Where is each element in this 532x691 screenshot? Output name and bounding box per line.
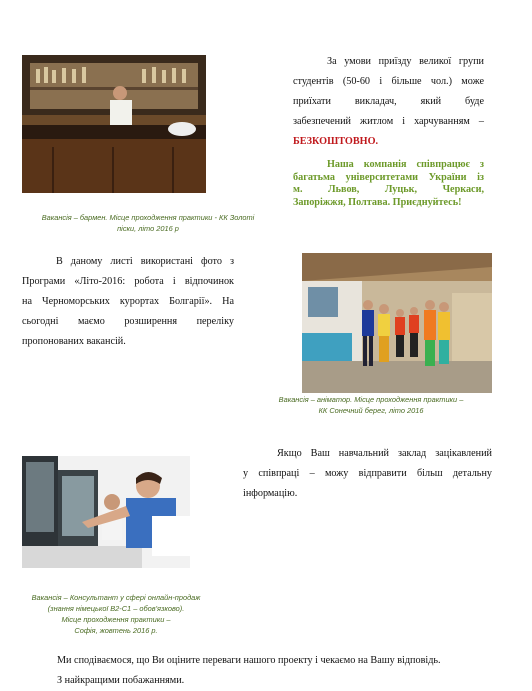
cooperation-text: Якщо Ваш навчальний заклад зацікавлений у співпраці – можу відправити більш детальну інформацію. — [243, 448, 492, 499]
program-text: В даному листі використані фото з Програми «Літо-2016: робота і відпочинок на Черноморських курортах Болгарії». На сьогодні маємо розширення переліку пропонованих вакансій. — [22, 256, 234, 347]
free-highlight: БЕЗКОШТОВНО. — [293, 136, 379, 147]
partner-universities-text: Наша компанія співпрацює з багатьма університетами України із м. Львов, Луцьк, Черкаси, Запоріжжя, Полтава. Приєднуйтесь! — [293, 159, 484, 208]
group-travel-text: За умови приїзду великої групи студентів (50-60 і більше чол.) може приїхати викладач, який буде забезпечений житлом і харчуванням – БЕЗКОШТОВНО. — [293, 52, 484, 152]
closing-text — [57, 651, 517, 691]
closing-line-2: З найкращими побажаннями. — [57, 675, 185, 686]
caption-animator: Вакансія – аніматор. Місце проходження практики – КК Сонечний берег, літо 2016 — [278, 395, 464, 415]
caption-bartender: Вакансія – бармен. Місце проходження практики - КК Золоті піски, літо 2016 р — [41, 213, 255, 233]
closing-line-1: Ми сподіваємося, що Ви оціните переваги нашого проекту і чекаємо на Вашу відповідь. — [57, 655, 441, 666]
animators-photo — [302, 253, 492, 393]
caption-online-sales: Вакансія – Консультант у сфері онлайн-продаж (знання німецької В2-С1 – обов'язково). Місце проходження практики – Софія, жовтень 2016 р. — [31, 593, 201, 635]
bartender-photo — [22, 55, 206, 193]
online-sales-photo — [22, 456, 190, 568]
